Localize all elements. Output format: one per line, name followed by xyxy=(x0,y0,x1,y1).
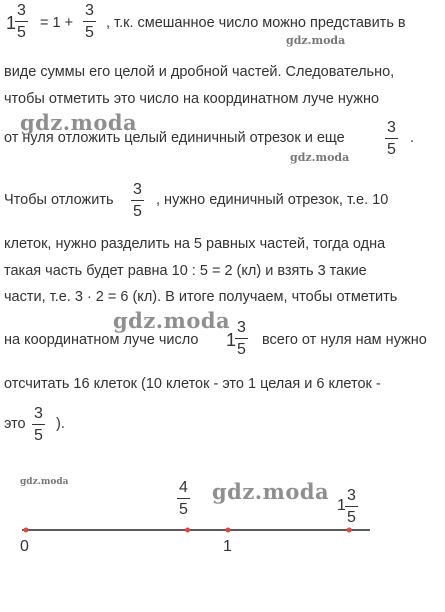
paragraph-line-8: части, т.е. 3 · 2 = 6 (кл). В итоге получаем, чтобы отметить xyxy=(4,289,398,305)
paragraph-line-9-end: всего от нуля нам нужно xyxy=(262,332,427,348)
fraction xyxy=(131,180,144,221)
fraction-bar xyxy=(345,506,358,507)
fraction-numerator: 3 xyxy=(17,2,26,19)
point-label-zero: 0 xyxy=(20,538,29,555)
equation-text: = 1 + xyxy=(40,15,74,31)
paragraph-line-6: клеток, нужно разделить на 5 равных частей, тогда одна xyxy=(4,236,386,252)
paragraph-line-4: от нуля отложить целый единичный отрезок и еще xyxy=(4,130,345,146)
fraction-bar xyxy=(83,21,96,22)
fraction-bar xyxy=(15,21,28,22)
fraction-bar xyxy=(131,200,144,201)
point-label-mixed-whole: 1 xyxy=(337,497,346,514)
fraction xyxy=(32,404,45,445)
watermark: gdz.moda xyxy=(20,477,69,487)
watermark: gdz.moda xyxy=(20,110,138,135)
fraction-denominator: 5 xyxy=(34,427,43,444)
point-label-mixed-fraction xyxy=(345,486,358,527)
fraction-bar xyxy=(385,138,398,139)
number-line-point xyxy=(24,528,29,533)
paragraph-line-5-start: Чтобы отложить xyxy=(4,192,114,208)
mixed-number-whole: 1 xyxy=(226,330,237,350)
fraction-bar xyxy=(32,424,45,425)
fraction-numerator: 3 xyxy=(237,319,246,336)
fraction-denominator: 5 xyxy=(17,24,26,41)
number-line-point xyxy=(226,528,231,533)
fraction-denominator: 5 xyxy=(179,501,188,518)
paragraph-line-11-start: это xyxy=(4,416,26,432)
paragraph-line-2: виде суммы его целой и дробной частей. Следовательно, xyxy=(4,64,395,80)
paragraph-line-1: , т.к. смешанное число можно представить в xyxy=(106,15,406,31)
fraction-denominator: 5 xyxy=(387,141,396,158)
paragraph-line-5-end: , нужно единичный отрезок, т.е. 10 xyxy=(156,192,389,208)
point-label-one: 1 xyxy=(223,538,232,555)
fraction-numerator: 4 xyxy=(179,479,188,496)
fraction-bar xyxy=(235,338,248,339)
watermark: gdz.moda xyxy=(286,34,346,47)
paragraph-line-7: такая часть будет равна 10 : 5 = 2 (кл) и взять 3 такие xyxy=(4,263,367,279)
paragraph-line-3: чтобы отметить это число на координатном луче нужно xyxy=(4,91,380,107)
fraction-numerator: 3 xyxy=(387,119,396,136)
fraction-denominator: 5 xyxy=(85,24,94,41)
number-line-point xyxy=(347,528,352,533)
mixed-number-whole: 1 xyxy=(6,13,17,33)
fraction-denominator: 5 xyxy=(347,509,356,526)
fraction-numerator: 3 xyxy=(133,181,142,198)
fraction-bar xyxy=(177,498,190,499)
fraction-numerator: 3 xyxy=(347,487,356,504)
fraction xyxy=(83,1,96,42)
paragraph-line-9-start: на координатном луче число xyxy=(4,332,199,348)
paragraph-line-4-tail: . xyxy=(410,130,415,146)
fraction xyxy=(385,118,398,159)
point-label-four-fifths xyxy=(177,478,190,519)
mixed-number-fraction xyxy=(235,318,248,359)
fraction-numerator: 3 xyxy=(85,2,94,19)
paragraph-line-11-end: ). xyxy=(56,416,65,432)
watermark: gdz.moda xyxy=(212,479,330,504)
fraction-denominator: 5 xyxy=(133,203,142,220)
watermark: gdz.moda xyxy=(113,308,231,333)
fraction-numerator: 3 xyxy=(34,405,43,422)
mixed-number-fraction xyxy=(15,1,28,42)
watermark: gdz.moda xyxy=(290,151,350,164)
fraction-denominator: 5 xyxy=(237,341,246,358)
number-line-point xyxy=(185,528,190,533)
paragraph-line-10: отсчитать 16 клеток (10 клеток - это 1 целая и 6 клеток - xyxy=(4,376,381,392)
